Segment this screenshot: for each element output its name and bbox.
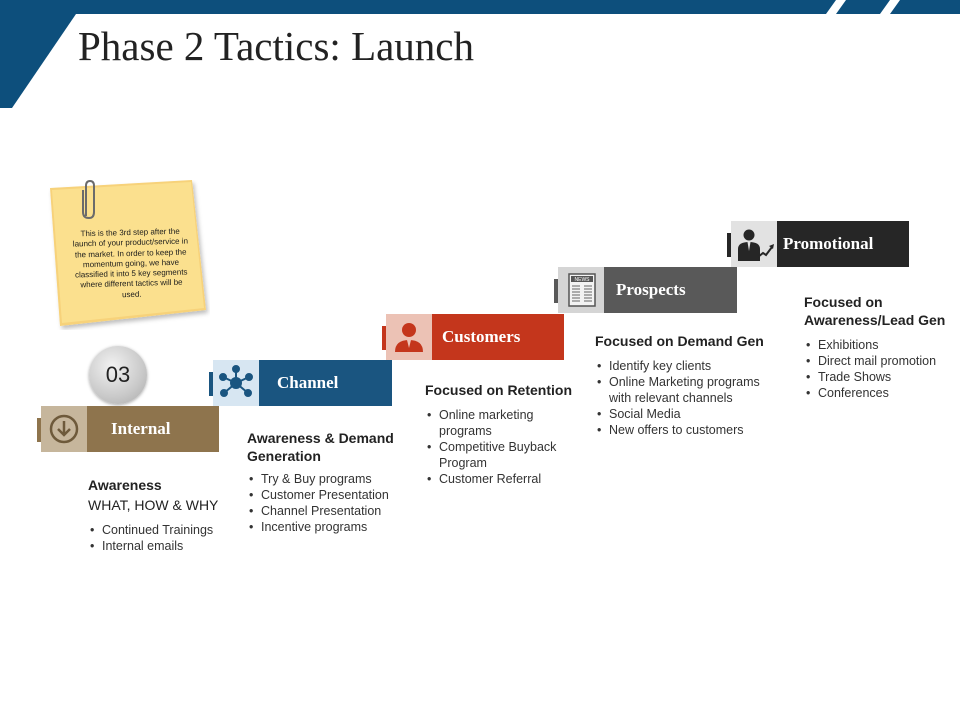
download-circle-icon (41, 406, 87, 452)
newspaper-icon (558, 267, 604, 313)
list-item: • New offers to customers (595, 422, 780, 438)
step-internal (41, 406, 219, 452)
list-item: • Social Media (595, 406, 780, 422)
channel-bullets (247, 471, 397, 535)
step-prospects-label: Prospects (604, 267, 737, 313)
businessman-growth-icon (731, 221, 777, 267)
step-customers (386, 314, 564, 360)
prospects-bullets (595, 358, 780, 438)
list-item: • Channel Presentation (247, 503, 397, 519)
list-item: • Exhibitions (804, 337, 958, 353)
promotional-heading: Focused on Awareness/Lead Gen (804, 294, 946, 328)
page-title: Phase 2 Tactics: Launch (78, 23, 475, 69)
step-channel (213, 360, 392, 406)
list-item: • Customer Referral (425, 471, 585, 487)
step-promotional (731, 221, 909, 267)
promotional-bullets (804, 337, 958, 401)
list-item: • Customer Presentation (247, 487, 397, 503)
list-item: • Identify key clients (595, 358, 780, 374)
network-hub-icon (213, 360, 259, 406)
step-number-badge: 03 (89, 346, 147, 404)
paperclip-icon (78, 178, 102, 222)
list-item: • Continued Trainings (88, 522, 238, 538)
svg-text:NEWS: NEWS (574, 277, 590, 283)
list-item: • Try & Buy programs (247, 471, 397, 487)
list-item: • Incentive programs (247, 519, 397, 535)
channel-details (247, 429, 397, 535)
step-channel-label: Channel (259, 360, 392, 406)
promotional-details (804, 293, 958, 401)
customers-details (425, 381, 585, 487)
list-item: • Online Marketing programs with relevant channels (595, 374, 780, 406)
list-item: • Direct mail promotion (804, 353, 958, 369)
internal-subheading: WHAT, HOW & WHY (88, 497, 219, 513)
step-promotional-label: Promotional (777, 221, 909, 267)
prospects-heading: Focused on Demand Gen (595, 333, 764, 349)
list-item: • Trade Shows (804, 369, 958, 385)
list-item: • Conferences (804, 385, 958, 401)
internal-bullets (88, 522, 238, 554)
prospects-details (595, 332, 780, 438)
channel-heading: Awareness & Demand Generation (247, 430, 394, 464)
customers-heading: Focused on Retention (425, 382, 572, 398)
list-item: • Competitive Buyback Program (425, 439, 585, 471)
user-icon (386, 314, 432, 360)
note-text: This is the 3rd step after the launch of your product/service in the market. In order to keep the momentum going, we have classified it into 5 key segments where different tactics will be used. (72, 226, 189, 300)
step-internal-label: Internal (87, 406, 219, 452)
list-item: • Internal emails (88, 538, 238, 554)
internal-heading: Awareness (88, 477, 162, 493)
internal-details (88, 476, 238, 554)
customers-bullets (425, 407, 585, 487)
list-item: • Online marketing programs (425, 407, 585, 439)
step-prospects (558, 267, 737, 313)
step-customers-label: Customers (432, 314, 564, 360)
